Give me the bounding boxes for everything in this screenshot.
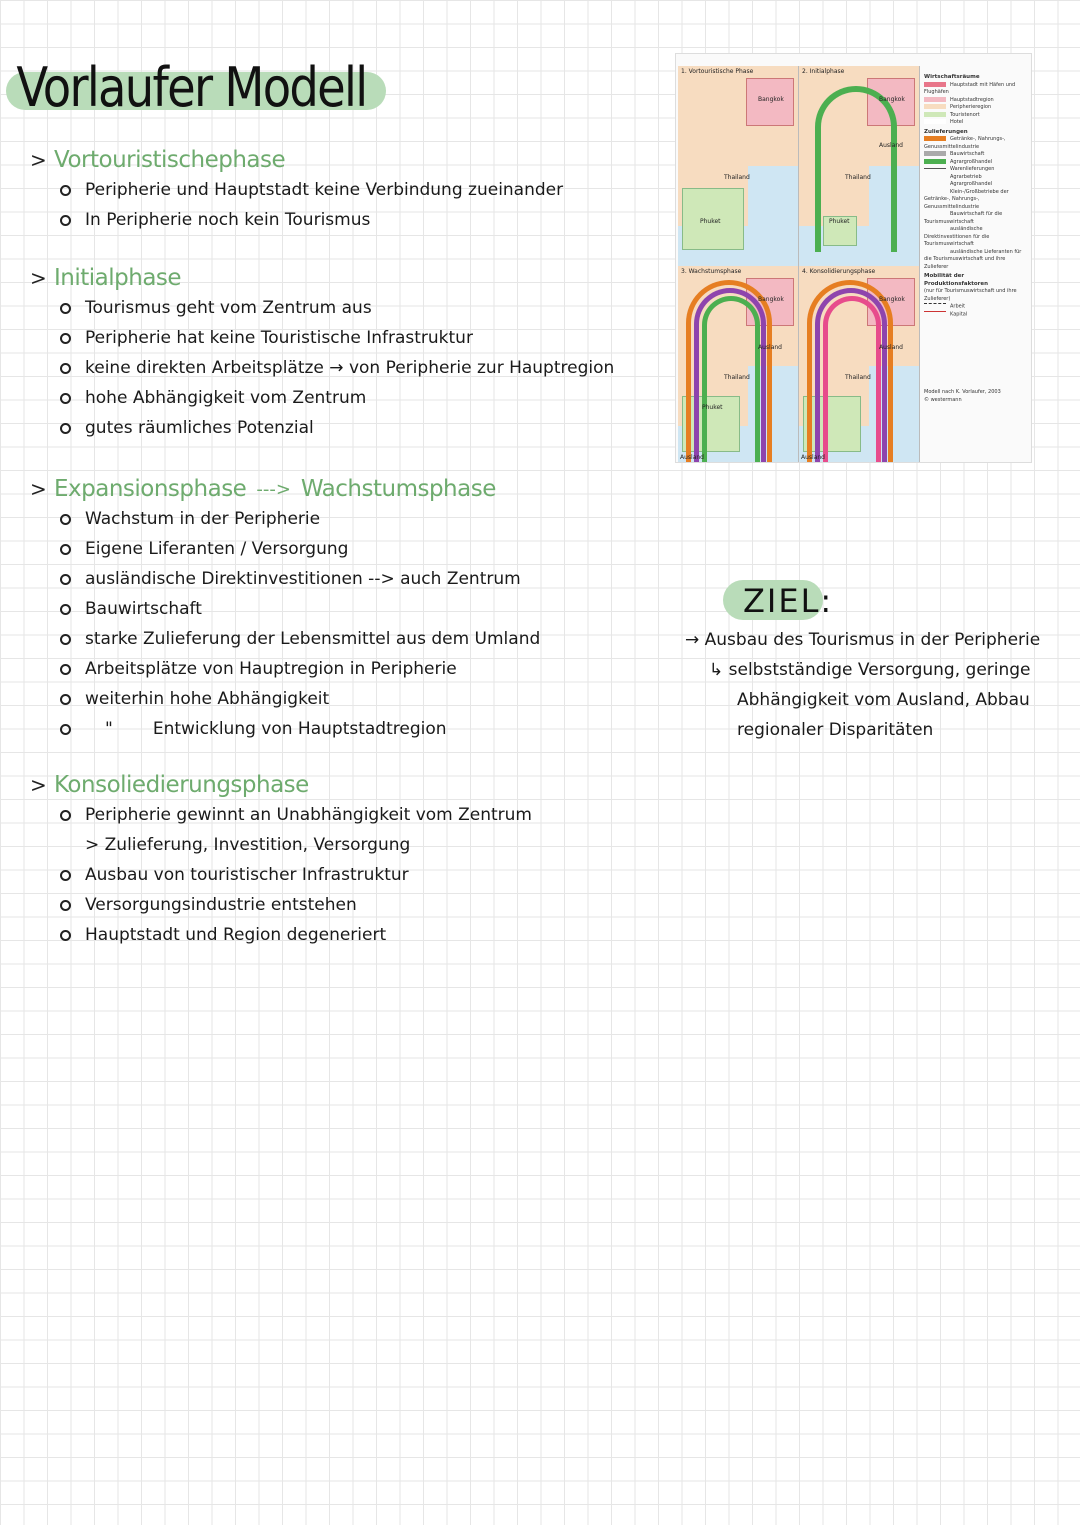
list-item: gutes räumliches Potenzial xyxy=(30,413,614,443)
list-item: Peripherie und Hauptstadt keine Verbindung zueinander xyxy=(30,175,563,205)
chevron-right-icon: > xyxy=(30,266,47,290)
bullet-icon xyxy=(60,664,71,675)
bullet-icon xyxy=(60,574,71,585)
goal-label: ZIEL: xyxy=(743,582,834,620)
section-title-alt: Wachstumsphase xyxy=(300,476,496,502)
list-item: Bauwirtschaft xyxy=(30,594,540,624)
bullet-icon xyxy=(60,870,71,881)
section-vortouristisch xyxy=(30,145,563,235)
page-title-block xyxy=(6,58,425,118)
goal-line: Abhängigkeit vom Ausland, Abbau xyxy=(737,690,1030,710)
ditto-mark: " xyxy=(105,719,113,739)
chevron-right-icon: > xyxy=(30,148,47,172)
page-title: Vorlaufer Modell xyxy=(16,56,367,119)
bullet-icon xyxy=(60,604,71,615)
bullet-icon xyxy=(60,393,71,404)
goal-line: → Ausbau des Tourismus in der Peripherie xyxy=(685,630,1041,650)
section-konsolidierungsphase xyxy=(30,770,532,950)
bullet-icon xyxy=(60,215,71,226)
bullet-icon xyxy=(60,333,71,344)
bullet-icon xyxy=(60,810,71,821)
bullet-icon xyxy=(60,900,71,911)
diagram-legend: Wirtschaftsräume Hauptstadt mit Häfen und Flughäfen Hauptstadtregion Peripherieregion Touristenort Hotel Zulieferungen Getränke-, Nahrungs-, Genussmittelindustrie Bauwirtschaft Agrargroßhandel Warenlieferungen Agrarbetrieb Agrargroßhandel Klein-/Großbetriebe der Getränke-, Nahrungs-, Genussmittelindustrie Bauwirtschaft für die Tourismuswirtschaft ausländische Direktinvestitionen für die Tourismuswirtschaft ausländische Lieferanten für die Tourismuswirtschaft und ihre Zulieferer Mobilität der Produktionsfaktoren (nur für Tourismuswirtschaft und ihre Zulieferer) Arbeit Kapital Modell nach K. Vorlaufer, 2003 © westermann xyxy=(924,74,1022,403)
section-title: Expansionsphase xyxy=(54,476,247,502)
list-item-sub: > Zulieferung, Investition, Versorgung xyxy=(85,835,411,855)
bullet-icon xyxy=(60,185,71,196)
bullet-icon xyxy=(60,423,71,434)
list-item: Arbeitsplätze von Hauptregion in Peripherie xyxy=(30,654,540,684)
bullet-icon xyxy=(60,514,71,525)
list-item: keine direkten Arbeitsplätze → von Peripherie zur Hauptregion xyxy=(30,353,614,383)
goal-line: regionaler Disparitäten xyxy=(737,720,934,740)
list-item: In Peripherie noch kein Tourismus xyxy=(30,205,563,235)
vorlaufer-model-diagram xyxy=(675,53,1032,463)
list-item: Wachstum in der Peripherie xyxy=(30,504,540,534)
diagram-panel-2: 2. Initialphase Bangkok Thailand Phuket Ausland xyxy=(799,66,920,272)
list-item: Versorgungsindustrie entstehen xyxy=(30,890,532,920)
chevron-right-icon: > xyxy=(30,477,47,501)
section-title: Vortouristischephase xyxy=(54,147,286,173)
diagram-panel-3: 3. Wachstumsphase Bangkok Thailand Phuket Ausland Ausland xyxy=(678,266,799,463)
bullet-icon xyxy=(60,544,71,555)
section-title: Initialphase xyxy=(54,265,182,291)
list-item: Ausbau von touristischer Infrastruktur xyxy=(30,860,532,890)
dashed-arrow: ---> xyxy=(256,478,291,500)
diagram-panel-1: 1. Vortouristische Phase Bangkok Thailand Phuket xyxy=(678,66,799,272)
list-item: " Entwicklung von Hauptstadtregion xyxy=(30,714,540,744)
bullet-icon xyxy=(60,363,71,374)
section-initialphase xyxy=(30,263,614,443)
section-expansionsphase xyxy=(30,474,540,744)
bullet-icon xyxy=(60,724,71,735)
diagram-panel-4: 4. Konsolidierungsphase Bangkok Thailand Ausland Ausland xyxy=(799,266,920,463)
section-title: Konsoliedierungsphase xyxy=(54,772,309,798)
goal-line: ↳ selbstständige Versorgung, geringe xyxy=(709,660,1031,680)
bullet-icon xyxy=(60,694,71,705)
bullet-icon xyxy=(60,303,71,314)
list-item: hohe Abhängigkeit vom Zentrum xyxy=(30,383,614,413)
list-item: Tourismus geht vom Zentrum aus xyxy=(30,293,614,323)
list-item: starke Zulieferung der Lebensmittel aus dem Umland xyxy=(30,624,540,654)
list-item: Eigene Liferanten / Versorgung xyxy=(30,534,540,564)
list-item: Hauptstadt und Region degeneriert xyxy=(30,920,532,950)
list-item: Peripherie gewinnt an Unabhängigkeit vom Zentrum xyxy=(30,800,532,830)
list-item: weiterhin hohe Abhängigkeit xyxy=(30,684,540,714)
list-item: Peripherie hat keine Touristische Infrastruktur xyxy=(30,323,614,353)
bullet-icon xyxy=(60,930,71,941)
list-item: ausländische Direktinvestitionen --> auch Zentrum xyxy=(30,564,540,594)
bullet-icon xyxy=(60,634,71,645)
chevron-right-icon: > xyxy=(30,773,47,797)
